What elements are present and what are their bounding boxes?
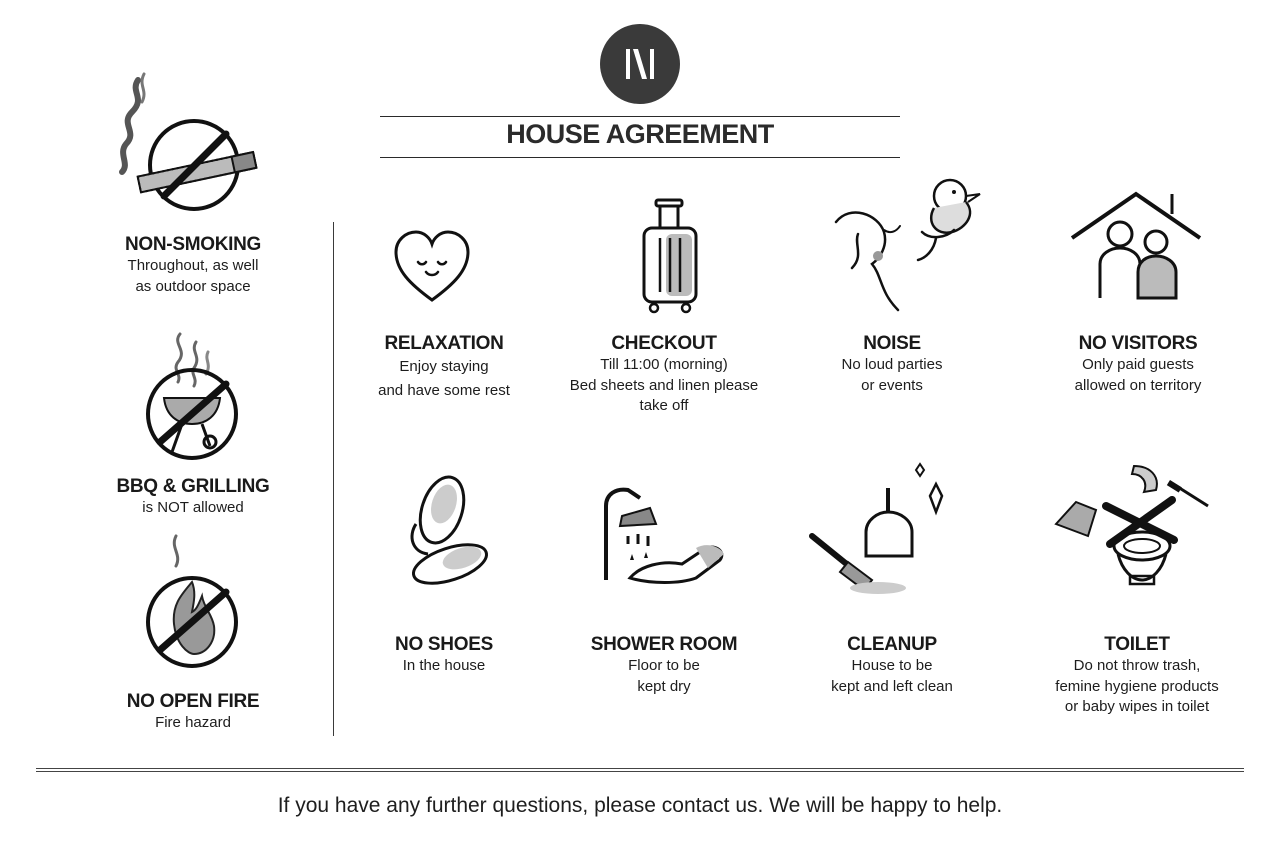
rule-noise: [792, 333, 992, 396]
rule-label: NO VISITORS: [1078, 333, 1198, 354]
rule-description: Enjoy staying and have some rest: [378, 358, 510, 399]
dustpan-icon: [808, 462, 954, 600]
rule-checkout: [554, 333, 774, 417]
slippers-icon: [402, 474, 494, 590]
rule-no-visitors: [1028, 333, 1248, 396]
rule-description: Floor to be kept dry: [628, 657, 700, 695]
rule-description: Till 11:00 (morning) Bed sheets and linen please take off: [569, 356, 759, 414]
bird-icon: [826, 174, 986, 314]
rule-label: RELAXATION: [384, 333, 504, 354]
footer-rule-top: [36, 768, 1244, 769]
page-title: HOUSE AGREEMENT: [506, 119, 774, 149]
suitcase-icon: [636, 198, 702, 316]
rule-label: NO OPEN FIRE: [126, 691, 260, 712]
no-smoking-icon: [108, 72, 260, 218]
rule-label: SHOWER ROOM: [590, 634, 738, 655]
heart-icon: [392, 228, 472, 304]
rule-description: House to be kept and left clean: [831, 657, 953, 695]
rule-description: Do not throw trash, femine hygiene products or baby wipes in toilet: [1055, 657, 1219, 715]
title-top-rule: [380, 116, 900, 117]
rule-no-shoes: [344, 634, 544, 677]
rule-toilet: [1024, 634, 1250, 718]
rule-label: CHECKOUT: [611, 333, 717, 354]
title-bottom-rule: [380, 157, 900, 158]
logo: [600, 24, 680, 104]
no-toilet-trash-icon: [1052, 462, 1216, 590]
rule-description: Fire hazard: [155, 714, 231, 731]
rule-cleanup: [792, 634, 992, 697]
footer-note: If you have any further questions, please contact us. We will be happy to help.: [277, 794, 1003, 817]
rule-description: Only paid guests allowed on territory: [1074, 356, 1202, 394]
no-fire-icon: [142, 532, 246, 672]
rule-bbq: [96, 476, 290, 519]
rule-description: In the house: [402, 657, 486, 674]
rule-label: NOISE: [863, 333, 921, 354]
vertical-divider: [333, 222, 334, 736]
rule-label: NON-SMOKING: [124, 234, 262, 255]
rule-relaxation: [344, 333, 544, 403]
shower-icon: [600, 486, 732, 592]
rule-non-smoking: [96, 234, 290, 297]
rule-label: BBQ & GRILLING: [116, 476, 270, 497]
rule-label: CLEANUP: [847, 634, 937, 655]
footer-rule-bottom: [36, 771, 1244, 772]
rule-description: No loud parties or events: [841, 356, 943, 394]
rule-label: NO SHOES: [395, 634, 493, 655]
rule-no-open-fire: [96, 691, 290, 734]
rule-shower-room: [554, 634, 774, 697]
rule-description: Throughout, as well as outdoor space: [127, 257, 259, 295]
house-people-icon: [1068, 186, 1204, 304]
rule-label: TOILET: [1104, 634, 1170, 655]
no-bbq-icon: [142, 330, 246, 462]
rule-description: is NOT allowed: [142, 499, 244, 516]
